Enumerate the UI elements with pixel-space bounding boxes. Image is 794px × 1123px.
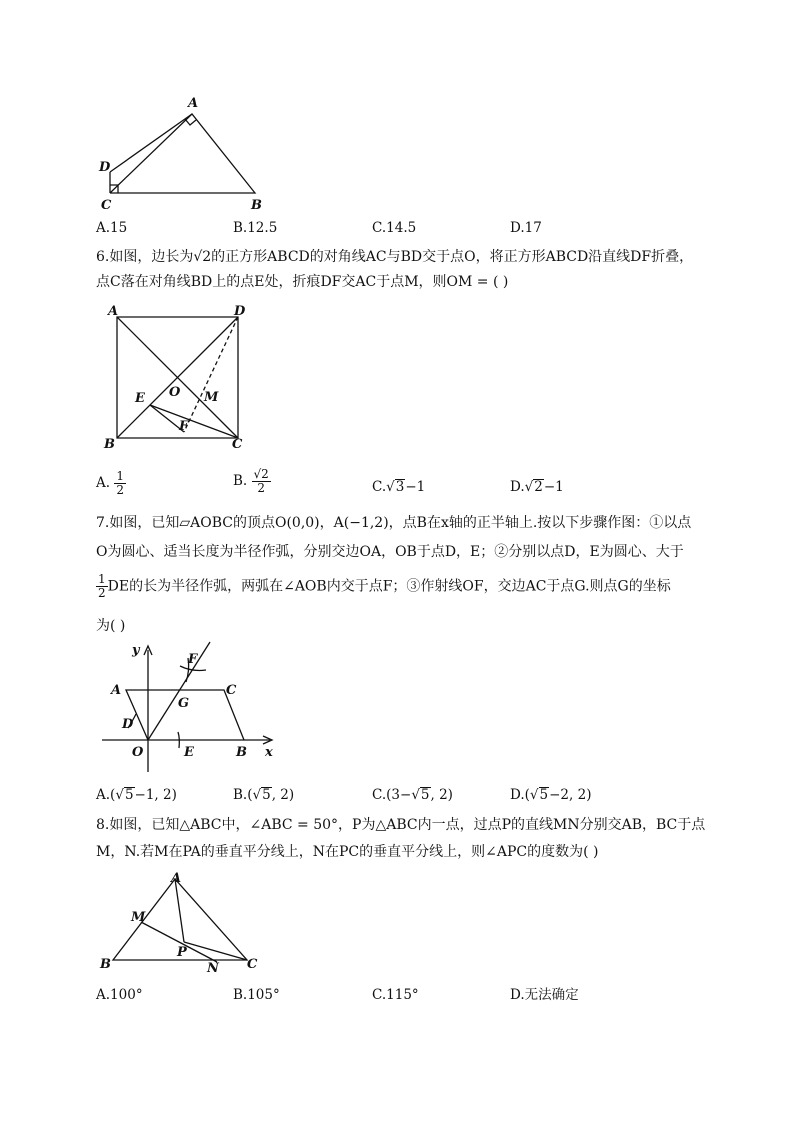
q5-segment-da	[110, 114, 192, 172]
q7-label-a: A	[111, 683, 122, 698]
q5-option-c[interactable]: C.14.5	[372, 220, 417, 236]
q8-question-line-2: M，N.若M在PA的垂直平分线上，N在PC的垂直平分线上，则∠APC的度数为( )	[96, 844, 599, 860]
q7-option-c[interactable]: C.(3−√5, 2)	[372, 787, 453, 803]
q8-segment-pc	[184, 942, 247, 960]
q7-option-d[interactable]: D.(√5−2, 2)	[510, 787, 592, 803]
q6-label-o: O	[169, 385, 181, 400]
q8-option-c[interactable]: C.115°	[372, 987, 419, 1003]
q6-option-d[interactable]: D.√2−1	[510, 479, 564, 495]
q7-question-line-4: 为( )	[96, 618, 126, 634]
q8-question-line-1: 8.如图，已知△ABC中，∠ABC = 50°，P为△ABC内一点，过点P的直线MN分别交AB，BC于点	[96, 817, 706, 833]
q6-segment-ec	[150, 405, 238, 438]
q6-label-a: A	[108, 304, 119, 319]
q5-option-a[interactable]: A.15	[96, 220, 128, 236]
q7-half-fraction: $\frac{1}{2}$	[98, 572, 106, 600]
q7-question-line-1: 7.如图，已知▱AOBC的顶点O(0,0)，A(−1,2)，点B在x轴的正半轴上.按以下步骤作图：①以点	[96, 515, 692, 531]
q5-label-b: B	[251, 198, 262, 213]
q7-option-a[interactable]: A.(√5−1, 2)	[96, 787, 177, 803]
q6-label-f: F	[179, 419, 189, 434]
q6-label-m: M	[204, 390, 219, 405]
q5-label-a: A	[188, 96, 199, 111]
q7-label-x: x	[265, 745, 273, 760]
q7-option-b[interactable]: B.(√5, 2)	[233, 787, 295, 803]
q7-label-o: O	[132, 745, 144, 760]
q6-label-b: B	[104, 437, 115, 452]
q8-figure	[95, 868, 275, 978]
q7-ray-of	[148, 642, 210, 740]
q6-label-e: E	[135, 391, 145, 406]
q8-label-b: B	[100, 957, 111, 972]
q7-label-b: B	[236, 745, 247, 760]
q6-option-a-fraction: $\frac{1}{2}$	[116, 469, 124, 497]
q7-label-y: y	[132, 643, 140, 658]
q7-figure	[100, 638, 280, 774]
q7-label-g: G	[178, 696, 190, 711]
q8-label-c: C	[247, 957, 258, 972]
q8-label-n: N	[207, 961, 219, 976]
q8-label-m: M	[131, 910, 146, 925]
q7-label-f: F	[188, 652, 198, 667]
q5-label-c: C	[101, 198, 112, 213]
q6-figure	[100, 300, 260, 456]
q7-question-line-3: $\frac{1}{2}$ DE的长为半径作弧，两弧在∠AOB内交于点F；③作射线OF，交边AC于点G.则点G的坐标	[98, 572, 671, 600]
q5-option-b[interactable]: B.12.5	[233, 220, 278, 236]
q7-question-line-2: O为圆心、适当长度为半径作弧，分别交边OA，OB于点D，E；②分别以点D，E为圆心、大于	[96, 544, 684, 560]
q8-option-a[interactable]: A.100°	[96, 987, 143, 1003]
q5-triangle	[110, 114, 255, 193]
q5-option-d[interactable]: D.17	[510, 220, 542, 236]
q8-option-d[interactable]: D.无法确定	[510, 987, 579, 1003]
q6-question-line-1: 6.如图，边长为√2的正方形ABCD的对角线AC与BD交于点O，将正方形ABCD沿直线DF折叠，	[96, 249, 694, 265]
q7-label-d: D	[122, 717, 134, 732]
q5-figure	[95, 92, 275, 214]
q6-fold-df	[184, 317, 238, 432]
q5-label-d: D	[99, 160, 111, 175]
q6-label-c: C	[232, 437, 243, 452]
q8-label-a: A	[171, 871, 182, 886]
q6-option-b[interactable]: B. $\frac{√2}{2}$	[233, 467, 269, 495]
q6-question-line-2: 点C落在对角线BD上的点E处，折痕DF交AC于点M，则OM = ( )	[96, 274, 509, 290]
q6-option-c[interactable]: C.√3−1	[372, 479, 426, 495]
q6-option-a[interactable]: A. $\frac{1}{2}$	[96, 469, 124, 497]
q6-option-b-fraction: $\frac{√2}{2}$	[253, 467, 269, 495]
q6-label-d: D	[234, 304, 246, 319]
q7-label-e: E	[184, 745, 194, 760]
q8-label-p: P	[177, 945, 187, 960]
q8-option-b[interactable]: B.105°	[233, 987, 280, 1003]
q7-label-c: C	[226, 683, 237, 698]
